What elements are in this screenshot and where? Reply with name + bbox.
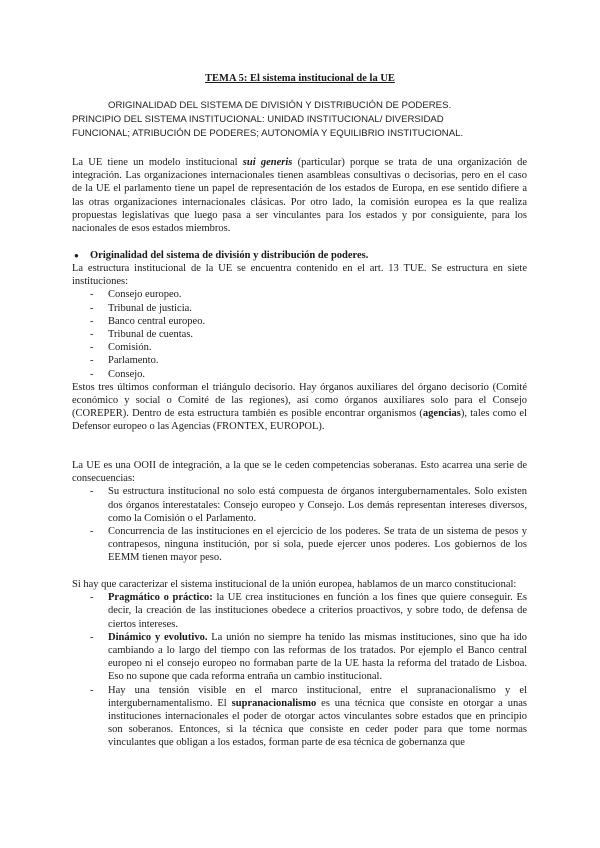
list-item: - Banco central europeo. [72, 315, 527, 328]
section3-body [72, 578, 527, 750]
list-item: - Pragmático o práctico: la UE crea instituciones en función a los fines que quiere conseguir. Es decir, la creación de las instituciones obedece a criterios proactivos, y sobre todo, de defensa de ciertos intereses. [72, 591, 527, 631]
consequences-list [72, 485, 527, 564]
list-item: - Parlamento. [72, 354, 527, 367]
section1-after: Estos tres últimos conforman el triángulo decisorio. Hay órganos auxiliares del órgano decisorio (Comité económico y social o Comité de las regiones), así como órganos auxiliares solo para el Consejo (COREPER). Dentro de esta estructura también es posible encontrar organismos (agencias), tales como el Defensor europeo o las Agencias (FRONTEX, EUROPOL). [72, 381, 527, 433]
heading-line-3: FUNCIONAL; ATRIBUCIÓN DE PODERES; AUTONOMÍA Y EQUILIBRIO INSTITUCIONAL. [72, 128, 464, 139]
intro-paragraph: La UE tiene un modelo institucional sui generis (particular) porque se trata de una organización de integración. Las organizaciones internacionales tienen asambleas consultivas o decisorias, pero en el caso de la UE el parlamento tiene un papel de representación de los estados de Europa, en ese sentido difiere a las otras organizaciones internacionales clásicas. Por otro lado, la comisión europea es la que realiza propuestas legislativas que luego pasa a ser vinculantes para los estados y por consiguiente, para los nacionales de esos estados miembros. [72, 157, 527, 235]
heading-line-2: PRINCIPIO DEL SISTEMA INSTITUCIONAL: UNIDAD INSTITUCIONAL/ DIVERSIDAD [72, 114, 444, 125]
section3-lead: Si hay que caracterizar el sistema institucional de la unión europea, hablamos de un marco constitucional: [72, 579, 517, 590]
list-item: - Consejo europeo. [72, 288, 527, 301]
document-title: TEMA 5: El sistema institucional de la UE [205, 73, 395, 84]
heading-line-1: ORIGINALIDAD DEL SISTEMA DE DIVISIÓN Y DISTRIBUCIÓN DE PODERES. [108, 100, 452, 111]
section1-body [72, 262, 527, 434]
characteristics-list [72, 591, 527, 749]
section1-heading: ● Originalidad del sistema de división y distribución de poderes. [90, 249, 530, 262]
list-item: - Comisión. [72, 341, 527, 354]
list-item: - Tribunal de cuentas. [72, 328, 527, 341]
list-item: - Su estructura institucional no solo está compuesta de órganos intergubernamentales. Solo existen dos órganos interestatales: Consejo europeo y Consejo. Los demás representan intereses diversos, como la Comisión o el Parlamento. [72, 485, 527, 525]
list-item: - Concurrencia de las instituciones en el ejercicio de los poderes. Se trata de un sistema de pesos y contrapesos, ninguna institución, por si sola, puede ejercer unos poderes. Los gobiernos de los EEMM tienen mayor peso. [72, 525, 527, 565]
list-item: - Hay una tensión visible en el marco institucional, entre el supranacionalismo y el intergubernamentalismo. El supranacionalismo es una técnica que consiste en otorgar a unas instituciones internacionales el poder de otorgar actos vinculantes sobre estados que en principio son soberanos. Entonces, si la técnica que consiste en ceder poder para que tome normas vinculantes que obligan a los estados, forman parte de esa técnica de gobernanza que [72, 684, 527, 750]
section-heading [72, 99, 525, 141]
institutions-list [72, 288, 527, 380]
section2-body [72, 459, 527, 565]
section1-lead: La estructura institucional de la UE se encuentra contenido en el art. 13 TUE. Se estructura en siete instituciones: [72, 263, 527, 288]
section2-lead: La UE es una OOII de integración, a la que se le ceden competencias soberanas. Esto acarrea una serie de consecuencias: [72, 460, 527, 485]
list-item: - Dinámico y evolutivo. La unión no siempre ha tenido las mismas instituciones, sino que ha ido cambiando a lo largo del tiempo con las reformas de los tratados. Por ejemplo el Banco central europeo ni el consejo europeo no formaban parte de la UE hasta la reforma del tratado de Lisboa. Eso no supone que cada reforma entraña un cambio institucional. [72, 631, 527, 684]
list-item: - Tribunal de justicia. [72, 302, 527, 315]
list-item: - Consejo. [72, 368, 527, 381]
